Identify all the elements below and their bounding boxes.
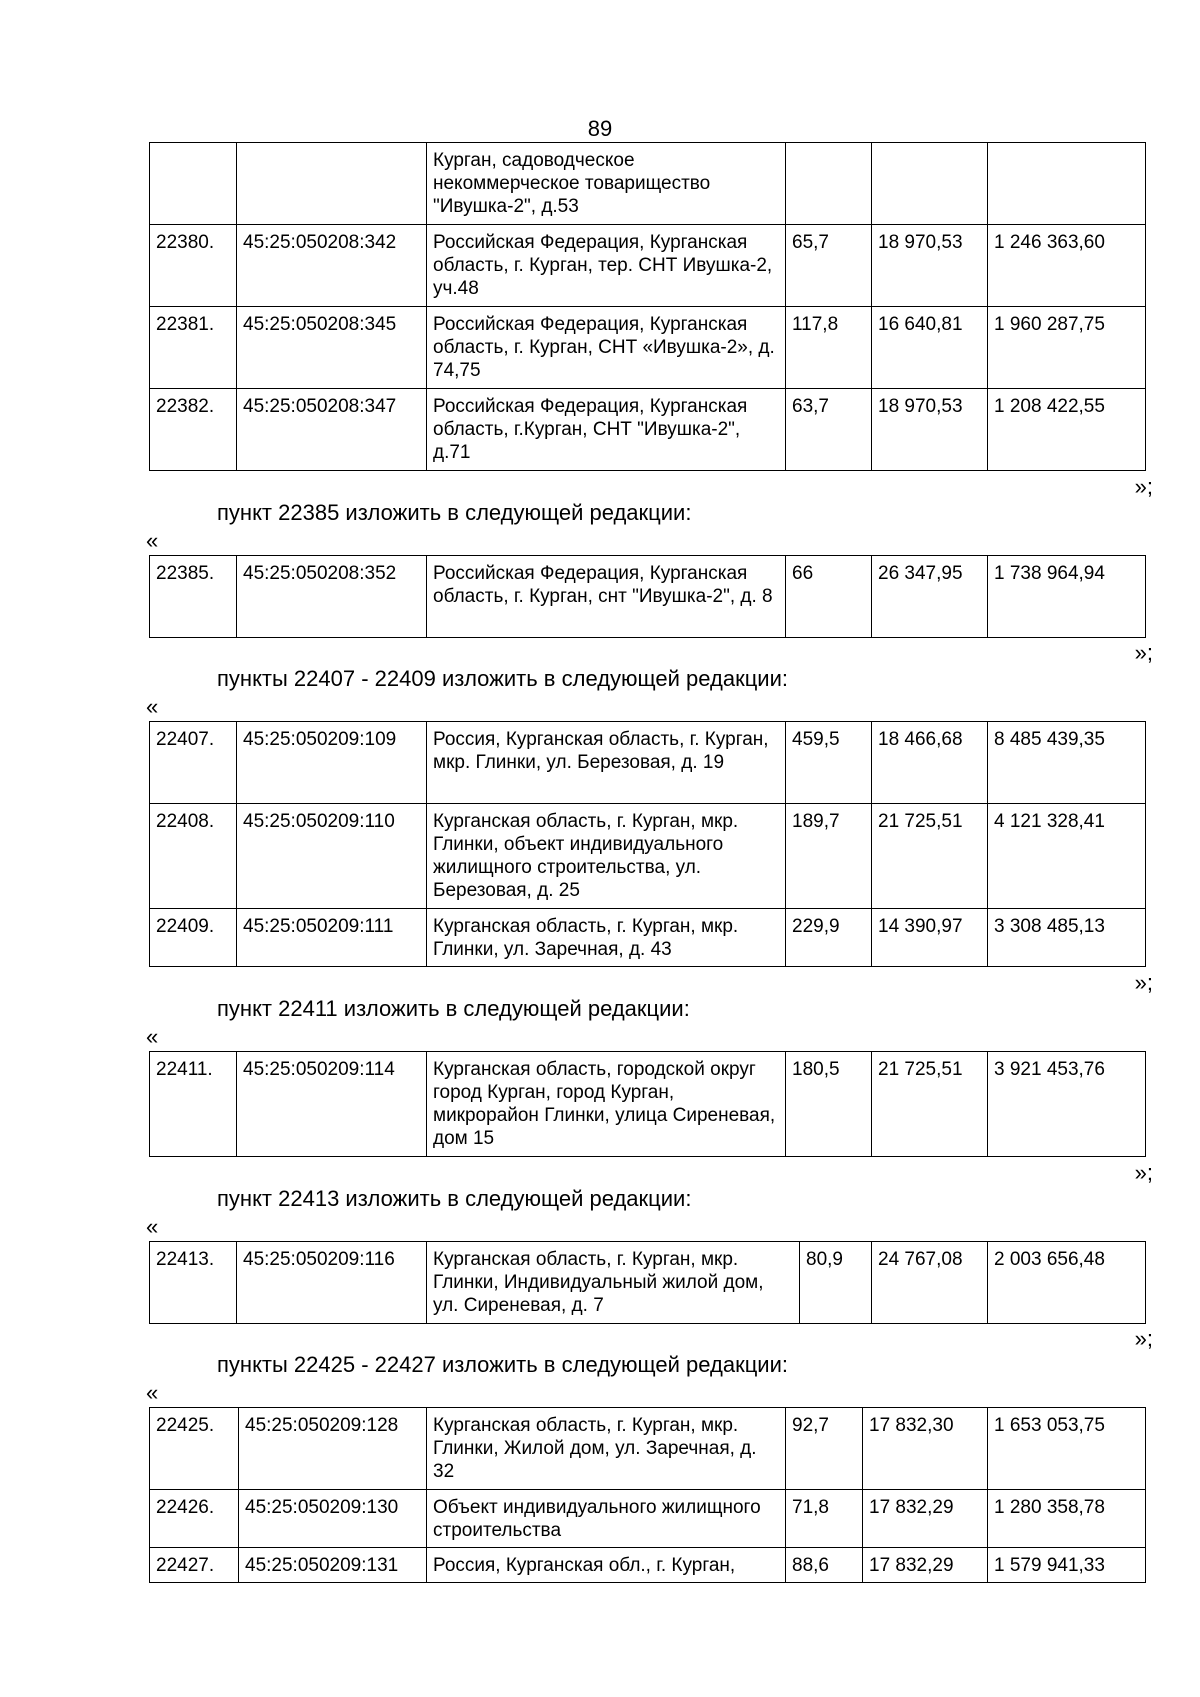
cadastral-number: 45:25:050208:345 bbox=[237, 307, 427, 389]
table-row bbox=[150, 225, 1146, 307]
rate: 21 725,51 bbox=[872, 1052, 988, 1157]
cadastral-number: 45:25:050208:347 bbox=[237, 389, 427, 471]
row-number: 22380. bbox=[150, 225, 237, 307]
address: Курганская область, городской округ город Курган, город Курган, микрорайон Глинки, улица Сиреневая, дом 15 bbox=[427, 1052, 786, 1157]
cadastral-number: 45:25:050209:114 bbox=[237, 1052, 427, 1157]
cadastral-value: 2 003 656,48 bbox=[988, 1242, 1146, 1324]
rate: 17 832,30 bbox=[863, 1408, 988, 1490]
row-number: 22427. bbox=[150, 1548, 239, 1583]
address: Россия, Курганская обл., г. Курган, bbox=[427, 1548, 786, 1583]
cadastral-value: 1 960 287,75 bbox=[988, 307, 1146, 389]
row-number: 22409. bbox=[150, 909, 237, 967]
cadastral-number: 45:25:050209:128 bbox=[239, 1408, 427, 1490]
opening-quote: « bbox=[146, 1214, 159, 1239]
table-row bbox=[150, 909, 1146, 967]
cadastral-value: 1 738 964,94 bbox=[988, 556, 1146, 638]
area: 229,9 bbox=[786, 909, 872, 967]
area: 71,8 bbox=[786, 1490, 863, 1548]
table-row bbox=[150, 804, 1146, 909]
area: 92,7 bbox=[786, 1408, 863, 1490]
table-row bbox=[150, 1052, 1146, 1157]
opening-quote: « bbox=[146, 1380, 159, 1405]
area: 459,5 bbox=[786, 722, 872, 804]
cadastral-table bbox=[149, 142, 1146, 471]
table-row bbox=[150, 389, 1146, 471]
cadastral-number: 45:25:050208:352 bbox=[237, 556, 427, 638]
table-row bbox=[150, 307, 1146, 389]
row-number: 22381. bbox=[150, 307, 237, 389]
rate: 17 832,29 bbox=[863, 1490, 988, 1548]
opening-quote: « bbox=[146, 528, 159, 553]
row-number: 22426. bbox=[150, 1490, 239, 1548]
address: Курганская область, г. Курган, мкр. Глинки, Жилой дом, ул. Заречная, д. 32 bbox=[427, 1408, 786, 1490]
address: Курганская область, г. Курган, мкр. Глинки, Индивидуальный жилой дом, ул. Сиреневая, д. 7 bbox=[427, 1242, 800, 1324]
row-number: 22407. bbox=[150, 722, 237, 804]
area: 66 bbox=[786, 556, 872, 638]
rate: 24 767,08 bbox=[872, 1242, 988, 1324]
row-number bbox=[150, 143, 237, 225]
rate: 18 970,53 bbox=[872, 389, 988, 471]
closing-quote: »; bbox=[1134, 474, 1153, 499]
closing-quote: »; bbox=[1134, 640, 1153, 665]
table-row bbox=[150, 1242, 1146, 1324]
rate: 17 832,29 bbox=[863, 1548, 988, 1583]
cadastral-number: 45:25:050209:109 bbox=[237, 722, 427, 804]
cadastral-value: 1 208 422,55 bbox=[988, 389, 1146, 471]
rate bbox=[872, 143, 988, 225]
rate: 26 347,95 bbox=[872, 556, 988, 638]
row-number: 22408. bbox=[150, 804, 237, 909]
section-heading: пункт 22413 изложить в следующей редакции: bbox=[217, 1186, 692, 1211]
address: Российская Федерация, Курганская область, г. Курган, тер. СНТ Ивушка-2, уч.48 bbox=[427, 225, 786, 307]
cadastral-number: 45:25:050209:110 bbox=[237, 804, 427, 909]
row-number: 22382. bbox=[150, 389, 237, 471]
rate: 16 640,81 bbox=[872, 307, 988, 389]
row-number: 22411. bbox=[150, 1052, 237, 1157]
row-number: 22425. bbox=[150, 1408, 239, 1490]
area: 117,8 bbox=[786, 307, 872, 389]
address: Курганская область, г. Курган, мкр. Глинки, ул. Заречная, д. 43 bbox=[427, 909, 786, 967]
table-row bbox=[150, 1548, 1146, 1583]
rate: 21 725,51 bbox=[872, 804, 988, 909]
closing-quote: »; bbox=[1134, 1160, 1153, 1185]
area: 180,5 bbox=[786, 1052, 872, 1157]
cadastral-table bbox=[149, 721, 1146, 967]
table-row bbox=[150, 143, 1146, 225]
cadastral-table bbox=[149, 1241, 1146, 1324]
table-row bbox=[150, 1490, 1146, 1548]
address: Российская Федерация, Курганская область, г. Курган, СНТ «Ивушка-2», д. 74,75 bbox=[427, 307, 786, 389]
area: 189,7 bbox=[786, 804, 872, 909]
cadastral-value: 1 653 053,75 bbox=[988, 1408, 1146, 1490]
closing-quote: »; bbox=[1134, 1326, 1153, 1351]
cadastral-number bbox=[237, 143, 427, 225]
cadastral-value: 8 485 439,35 bbox=[988, 722, 1146, 804]
page-number: 89 bbox=[587, 116, 613, 141]
cadastral-number: 45:25:050208:342 bbox=[237, 225, 427, 307]
opening-quote: « bbox=[146, 694, 159, 719]
cadastral-value: 1 579 941,33 bbox=[988, 1548, 1146, 1583]
opening-quote: « bbox=[146, 1024, 159, 1049]
address: Российская Федерация, Курганская область, г. Курган, снт "Ивушка-2", д. 8 bbox=[427, 556, 786, 638]
rate: 18 970,53 bbox=[872, 225, 988, 307]
address: Российская Федерация, Курганская область, г.Курган, СНТ "Ивушка-2", д.71 bbox=[427, 389, 786, 471]
cadastral-value: 1 246 363,60 bbox=[988, 225, 1146, 307]
cadastral-value: 3 308 485,13 bbox=[988, 909, 1146, 967]
cadastral-number: 45:25:050209:116 bbox=[237, 1242, 427, 1324]
closing-quote: »; bbox=[1134, 970, 1153, 995]
cadastral-table bbox=[149, 1407, 1146, 1583]
cadastral-table bbox=[149, 1051, 1146, 1157]
address: Курган, садоводческое некоммерческое товарищество "Ивушка-2", д.53 bbox=[427, 143, 786, 225]
area: 65,7 bbox=[786, 225, 872, 307]
cadastral-number: 45:25:050209:111 bbox=[237, 909, 427, 967]
rate: 14 390,97 bbox=[872, 909, 988, 967]
area bbox=[786, 143, 872, 225]
area: 63,7 bbox=[786, 389, 872, 471]
address: Россия, Курганская область, г. Курган, мкр. Глинки, ул. Березовая, д. 19 bbox=[427, 722, 786, 804]
section-heading: пункты 22425 - 22427 изложить в следующей редакции: bbox=[217, 1352, 789, 1377]
cadastral-table bbox=[149, 555, 1146, 638]
area: 88,6 bbox=[786, 1548, 863, 1583]
row-number: 22385. bbox=[150, 556, 237, 638]
section-heading: пункты 22407 - 22409 изложить в следующей редакции: bbox=[217, 666, 789, 691]
table-row bbox=[150, 722, 1146, 804]
cadastral-value: 1 280 358,78 bbox=[988, 1490, 1146, 1548]
address: Объект индивидуального жилищного строительства bbox=[427, 1490, 786, 1548]
cadastral-value: 3 921 453,76 bbox=[988, 1052, 1146, 1157]
cadastral-number: 45:25:050209:130 bbox=[239, 1490, 427, 1548]
section-heading: пункт 22411 изложить в следующей редакции: bbox=[217, 996, 690, 1021]
row-number: 22413. bbox=[150, 1242, 237, 1324]
table-row bbox=[150, 556, 1146, 638]
section-heading: пункт 22385 изложить в следующей редакции: bbox=[217, 500, 692, 525]
cadastral-value bbox=[988, 143, 1146, 225]
cadastral-number: 45:25:050209:131 bbox=[239, 1548, 427, 1583]
area: 80,9 bbox=[800, 1242, 872, 1324]
rate: 18 466,68 bbox=[872, 722, 988, 804]
address: Курганская область, г. Курган, мкр. Глинки, объект индивидуального жилищного строительства, ул. Березовая, д. 25 bbox=[427, 804, 786, 909]
cadastral-value: 4 121 328,41 bbox=[988, 804, 1146, 909]
table-row bbox=[150, 1408, 1146, 1490]
